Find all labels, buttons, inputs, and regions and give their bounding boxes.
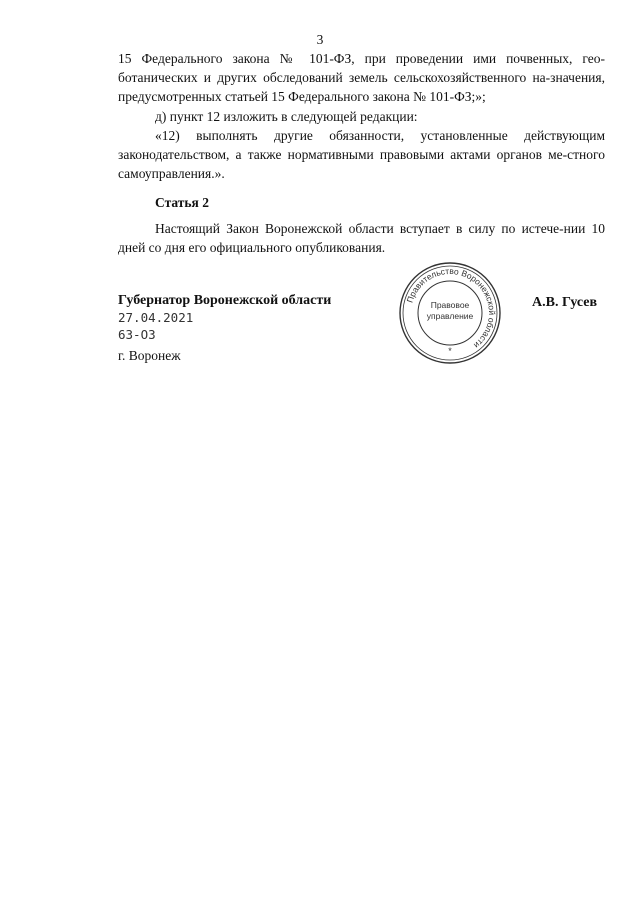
signer-name: А.В. Гусев (532, 295, 598, 310)
paragraph-item-12: «12) выполнять другие обязанности, установленные действующим законодательством, а также нормативными правовыми актами органов ме-стного самоуправления.». (118, 127, 605, 182)
paragraph-article-2: Настоящий Закон Воронежской области вступает в силу по истече-нии 10 дней со дня его официального опубликования. (118, 220, 605, 255)
page-number: 3 (316, 32, 324, 47)
law-number: 63-ОЗ (118, 327, 156, 342)
city: г. Воронеж (118, 348, 181, 363)
paragraph-continuation: 15 Федерального закона № 101-ФЗ, при проведении ими почвенных, гео-ботанических и других обследований земель сельскохозяйственного на-значения, предусмотренных статьей 15 Федерального закона № 101-ФЗ;»; (118, 51, 605, 105)
article-heading: Статья 2 (155, 195, 209, 211)
paragraph-item-d: д) пункт 12 изложить в следующей редакции: (155, 108, 418, 124)
seal-line-2: управление (426, 311, 474, 321)
seal-star: * (448, 346, 452, 356)
signature-block (118, 293, 331, 364)
law-date: 27.04.2021 (118, 310, 194, 325)
seal-ring-text: Правительство Воронежской области (404, 265, 498, 351)
seal-line-1: Правовое (430, 300, 470, 310)
document-body (118, 49, 605, 257)
official-seal-icon (398, 261, 502, 365)
governor-title: Губернатор Воронежской области (118, 293, 332, 308)
